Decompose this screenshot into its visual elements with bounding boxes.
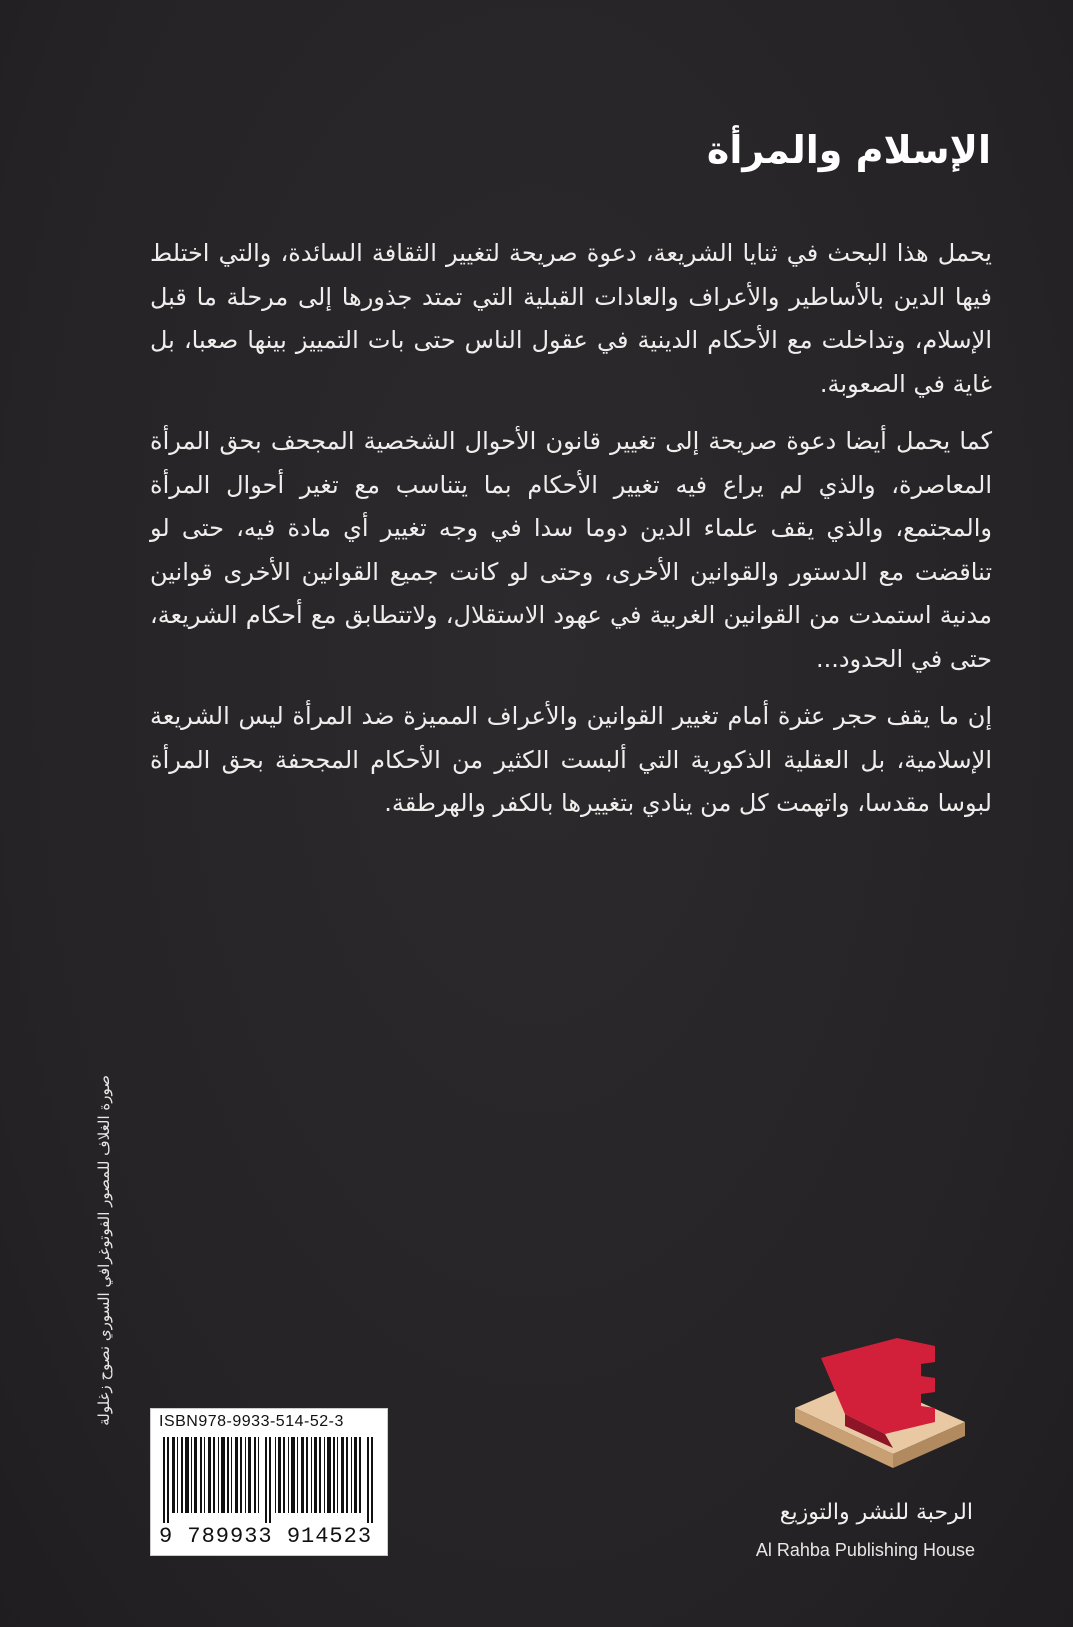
- blurb-paragraph-2: كما يحمل أيضا دعوة صريحة إلى تغيير قانون الأحوال الشخصية المجحف بحق المرأة المعاصرة، والذي لم يراع فيه تغيير الأحكام بما يتناسب مع تغير أحوال المرأة والمجتمع، والذي يقف علماء الدين دوما سدا في وجه تغيير أي مادة فيه، حتى لو تناقضت مع الدستور والقوانين الأخرى، وحتى لو كانت جميع القوانين الأخرى قوانين مدنية استمدت من القوانين الغربية في عهود الاستقلال، ولاتتطابق مع أحكام الشريعة، حتى في الحدود...: [150, 427, 992, 673]
- publisher-name-english: Al Rahba Publishing House: [755, 1540, 975, 1560]
- publisher-name-arabic: الرحبة للنشر والتوزيع: [779, 1500, 973, 1525]
- isbn-barcode: [150, 1408, 388, 1556]
- blurb: [150, 232, 992, 840]
- publisher-logo-icon: [785, 1330, 995, 1480]
- barcode-bars: [159, 1437, 381, 1523]
- isbn-label: ISBN978-9933-514-52-3: [159, 1413, 344, 1430]
- cover-photo-credit: صورة الغلاف للمصور الفوتوغرافي السوري نصوح زغلولة: [95, 1075, 113, 1426]
- book-title: الإسلام والمرأة: [706, 128, 991, 172]
- barcode-digits: 9 789933 914523: [159, 1524, 373, 1549]
- blurb-paragraph-3: إن ما يقف حجر عثرة أمام تغيير القوانين والأعراف المميزة ضد المرأة ليس الشريعة الإسلامية، بل العقلية الذكورية التي ألبست الكثير من الأحكام المجحفة بحق المرأة لبوسا مقدسا، واتهمت كل من ينادي بتغييرها بالكفر والهرطقة.: [150, 702, 992, 817]
- blurb-paragraph-1: يحمل هذا البحث في ثنايا الشريعة، دعوة صريحة لتغيير الثقافة السائدة، والتي اختلط فيها الدين بالأساطير والأعراف والعادات القبلية التي تمتد جذورها إلى مرحلة ما قبل الإسلام، وتداخلت مع الأحكام الدينية في عقول الناس حتى بات التمييز بينها صعبا، بل غاية في الصعوبة.: [150, 239, 992, 398]
